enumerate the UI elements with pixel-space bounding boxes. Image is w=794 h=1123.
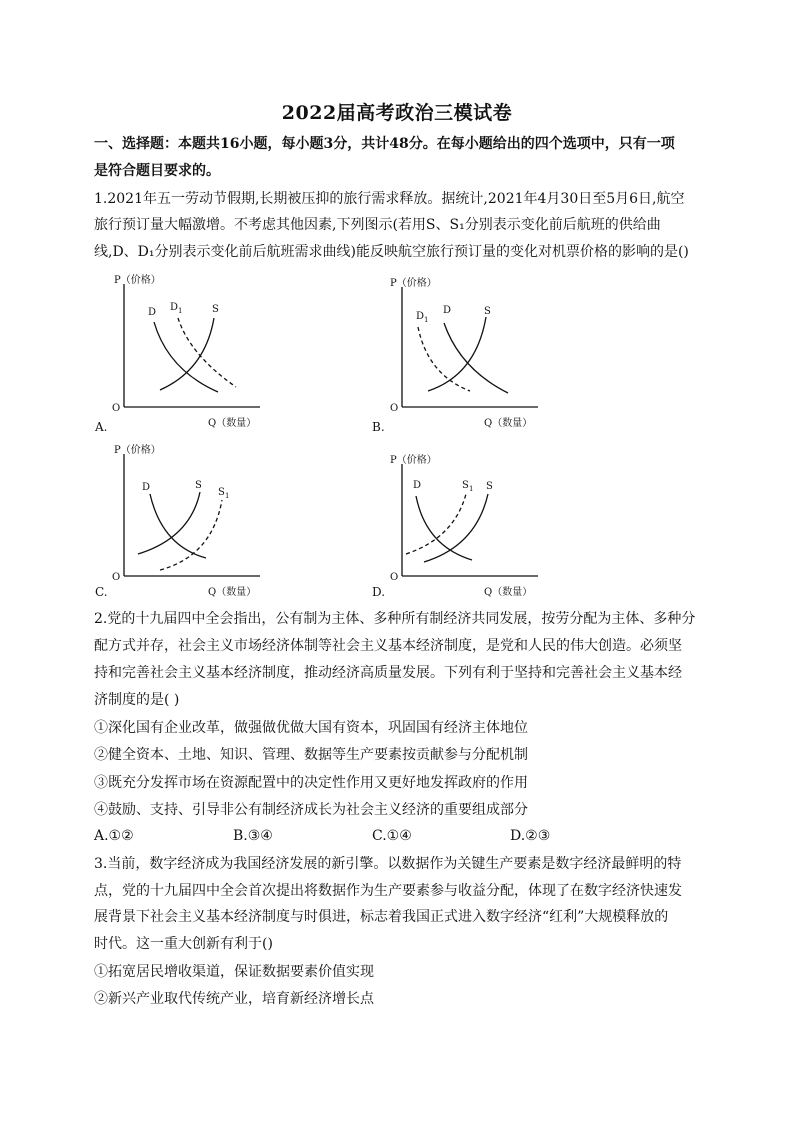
q2-option-a: A.①② — [94, 828, 134, 844]
q2-text-line-1: 2.党的十九届四中全会指出，公有制为主体、多种所有制经济共同发展，按劳分配为主体、多种分 — [94, 611, 696, 627]
q1-text-line-1: 1.2021年五一劳动节假期,长期被压抑的旅行需求释放。据统计,2021年4月30日至5月6日,航空 — [94, 191, 685, 207]
graph-b-curve-d1 — [418, 327, 470, 391]
graph-c-p-label: P（价格） — [114, 445, 161, 456]
graph-d-curve-s — [424, 494, 488, 562]
graph-c-q-label: Q（数量） — [208, 587, 257, 598]
q2-option-b: B.③④ — [233, 828, 273, 844]
graph-c — [110, 440, 270, 598]
graph-b — [388, 273, 548, 429]
graph-d-label-d: D — [413, 480, 422, 491]
q3-text-line-2: 点，党的十九届四中全会首次提出将数据作为生产要素参与收益分配，体现了在数字经济快速发 — [94, 883, 682, 899]
graph-b-curve-s — [428, 317, 486, 391]
q2-item-4: ④鼓励、支持、引导非公有制经济成长为社会主义经济的重要组成部分 — [94, 802, 528, 818]
graph-a-label-d: D — [148, 307, 157, 318]
q3-text-line-3: 展背景下社会主义基本经济制度与时俱进，标志着我国正式进入数字经济“红利”大规模释放的 — [94, 909, 669, 925]
graph-a-label-d1-sub: 1 — [178, 307, 183, 315]
graph-b-option-label: B. — [372, 420, 385, 434]
graph-d-label-s1: S — [462, 480, 469, 491]
section-heading-line-1: 一、选择题：本题共16小题，每小题3分，共计48分。在每小题给出的四个选项中，只有一项 — [94, 136, 675, 152]
exam-title: 2022届高考政治三模试卷 — [281, 102, 513, 124]
graph-c-option-label: C. — [95, 585, 108, 599]
graph-c-label-d: D — [142, 482, 151, 493]
graph-d-q-label: Q（数量） — [484, 587, 533, 598]
q2-option-c: C.①④ — [372, 828, 412, 844]
graph-c-label-s1: S — [218, 487, 225, 498]
q2-item-1: ①深化国有企业改革，做强做优做大国有资本，巩固国有经济主体地位 — [94, 720, 528, 736]
graph-b-label-d: D — [443, 305, 452, 316]
graph-d — [388, 450, 548, 600]
graph-d-p-label: P（价格） — [390, 455, 437, 466]
graph-a-option-label: A. — [95, 420, 108, 434]
graph-a-label-s: S — [212, 304, 219, 315]
section-heading-line-2: 是符合题目要求的。 — [94, 163, 220, 179]
q2-item-3: ③既充分发挥市场在资源配置中的决定性作用又更好地发挥政府的作用 — [94, 775, 528, 791]
graph-c-origin: O — [112, 572, 121, 583]
graph-a-p-label: P（价格） — [114, 275, 161, 286]
graph-c-curve-d — [150, 494, 206, 558]
graph-b-label-s: S — [484, 306, 491, 317]
graph-a-curve-d1 — [178, 318, 236, 387]
graph-a-q-label: Q（数量） — [208, 418, 257, 429]
graph-a-origin: O — [112, 403, 121, 414]
q2-text-line-4: 济制度的是( ) — [94, 692, 180, 708]
graph-a-label-d1: D — [170, 302, 179, 313]
graph-a — [110, 270, 270, 429]
graph-d-origin: O — [390, 572, 399, 583]
q1-text-line-2: 旅行预订量大幅激增。不考虑其他因素,下列图示(若用S、S₁分别表示变化前后航班的供给曲 — [94, 217, 661, 233]
graph-d-curve-d — [416, 496, 472, 560]
graph-a-curve-d — [154, 322, 218, 392]
graph-b-label-d1: D — [416, 311, 425, 322]
graph-b-origin: O — [390, 403, 399, 414]
graph-c-label-s1-sub: 1 — [225, 492, 230, 500]
graph-d-label-s: S — [486, 481, 493, 492]
q3-text-line-4: 时代。这一重大创新有利于() — [94, 936, 273, 952]
graph-b-label-d1-sub: 1 — [424, 316, 429, 324]
q3-item-1: ①拓宽居民增收渠道，保证数据要素价值实现 — [94, 964, 374, 980]
graph-b-curve-d — [444, 323, 508, 393]
graph-d-option-label: D. — [372, 585, 386, 599]
q2-option-d: D.②③ — [510, 828, 551, 844]
q3-text-line-1: 3.当前，数字经济成为我国经济发展的新引擎。以数据作为关键生产要素是数字经济最鲜明的特 — [94, 856, 682, 872]
graph-b-p-label: P（价格） — [390, 278, 437, 289]
q1-text-line-3: 线,D、D₁分别表示变化前后航班需求曲线)能反映航空旅行预订量的变化对机票价格的影响的是() — [94, 244, 689, 260]
graph-a-curve-s — [160, 318, 214, 390]
q2-text-line-2: 配方式并存，社会主义市场经济体制等社会主义基本经济制度，是党和人民的伟大创造。必须坚 — [94, 638, 682, 654]
q2-item-2: ②健全资本、土地、知识、管理、数据等生产要素按贡献参与分配机制 — [94, 747, 528, 763]
q2-text-line-3: 持和完善社会主义基本经济制度，推动经济高质量发展。下列有利于坚持和完善社会主义基本经 — [94, 665, 682, 681]
graph-c-curve-s — [138, 492, 200, 554]
graph-b-q-label: Q（数量） — [484, 418, 533, 429]
graph-d-label-s1-sub: 1 — [469, 485, 474, 493]
q3-item-2: ②新兴产业取代传统产业，培育新经济增长点 — [94, 991, 374, 1007]
graph-c-label-s: S — [195, 480, 202, 491]
